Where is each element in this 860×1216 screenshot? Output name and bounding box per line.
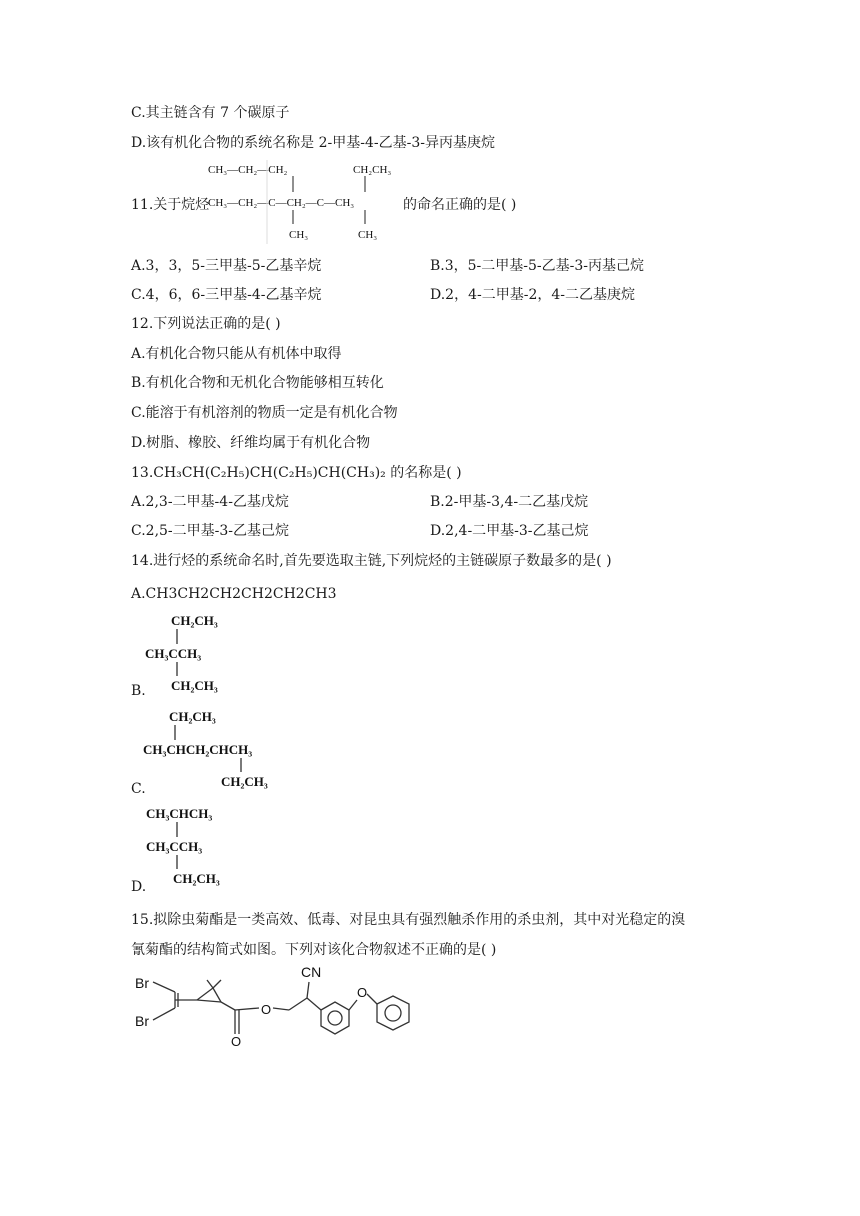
- q14-option-d-label: D.: [131, 879, 147, 895]
- q13-option-a: A.2,3-二甲基-4-乙基戊烷: [131, 494, 289, 510]
- q15-deltamethrin-structure: [131, 962, 421, 1046]
- q14b-top: CH₂CH₃: [171, 613, 218, 628]
- q14-option-c-label: C.: [131, 781, 146, 797]
- q14-option-a: A.CH3CH2CH2CH2CH2CH3: [131, 586, 337, 602]
- q14-stem: 14.进行烃的系统命名时,首先要选取主链,下列烷烃的主链碳原子数最多的是( ): [131, 553, 612, 569]
- q14-structure-c: [143, 706, 283, 792]
- q14d-top: CH₃CHCH₃: [146, 806, 213, 821]
- q11-option-b: B.3，5-二甲基-5-乙基-3-丙基己烷: [430, 258, 645, 274]
- q13-option-d: D.2,4-二甲基-3-乙基己烷: [430, 523, 589, 539]
- q14c-bot: CH₂CH₃: [221, 774, 268, 789]
- q13-option-c: C.2,5-二甲基-3-乙基己烷: [131, 523, 290, 539]
- q14d-mid: CH₃CCH₃: [146, 839, 203, 854]
- q11-top-left-chain: CH₃—CH₂—CH₂: [208, 164, 288, 176]
- q11-structure: [205, 158, 405, 244]
- q10-option-c: C.其主链含有 7 个碳原子: [131, 105, 290, 121]
- q11-stem-suffix: 的命名正确的是( ): [403, 197, 517, 213]
- q14d-bot: CH₂CH₃: [173, 871, 220, 886]
- q15-br-bottom: Br: [135, 1013, 149, 1029]
- q15-stem-line1: 15.拟除虫菊酯是一类高效、低毒、对昆虫具有强烈触杀作用的杀虫剂，其中对光稳定的溴: [131, 912, 686, 928]
- q13-stem: 13.CH₃CH(C₂H₅)CH(C₂H₅)CH(CH₃)₂ 的名称是( ): [131, 465, 462, 481]
- q12-option-b: B.有机化合物和无机化合物能够相互转化: [131, 375, 384, 391]
- q14-structure-d: [143, 803, 253, 889]
- q14c-top: CH₂CH₃: [169, 709, 216, 724]
- q11-option-a: A.3，3，5-三甲基-5-乙基辛烷: [131, 258, 322, 274]
- q11-stem-prefix: 11.关于烷烃: [131, 197, 210, 213]
- q14-option-b-label: B.: [131, 683, 146, 699]
- q15-cn: CN: [301, 964, 322, 980]
- q11-top-right-chain: CH₂CH₃: [353, 164, 392, 176]
- q12-option-c: C.能溶于有机溶剂的物质一定是有机化合物: [131, 405, 398, 421]
- q11-bottom-left-methyl: CH₃: [289, 229, 309, 241]
- q10-option-d: D.该有机化合物的系统名称是 2-甲基-4-乙基-3-异丙基庚烷: [131, 135, 495, 151]
- q15-br-top: Br: [135, 975, 149, 991]
- q13-option-b: B.2-甲基-3,4-二乙基戊烷: [430, 494, 589, 510]
- q12-option-a: A.有机化合物只能从有机体中取得: [131, 346, 342, 362]
- q11-option-d: D.2，4-二甲基-2，4-二乙基庚烷: [430, 287, 635, 303]
- q11-bottom-right-methyl: CH₃: [358, 229, 378, 241]
- q11-option-c: C.4，6，6-三甲基-4-乙基辛烷: [131, 287, 322, 303]
- q15-o-carbonyl: O: [231, 1034, 242, 1046]
- q15-o-ester: O: [261, 1002, 272, 1017]
- q14b-mid: CH₃CCH₃: [145, 646, 202, 661]
- q11-main-chain: CH₃—CH₂—C—CH₂—C—CH₃: [208, 197, 355, 209]
- q14c-mid: CH₃CHCH₂CHCH₃: [143, 742, 253, 757]
- q12-option-d: D.树脂、橡胶、纤维均属于有机化合物: [131, 435, 371, 451]
- q14b-bot: CH₂CH₃: [171, 678, 218, 693]
- q15-o-ether: O: [357, 985, 368, 1000]
- q15-stem-line2: 氰菊酯的结构简式如图。下列对该化合物叙述不正确的是( ): [131, 942, 497, 958]
- q14-structure-b: [143, 610, 243, 696]
- q12-stem: 12.下列说法正确的是( ): [131, 316, 281, 332]
